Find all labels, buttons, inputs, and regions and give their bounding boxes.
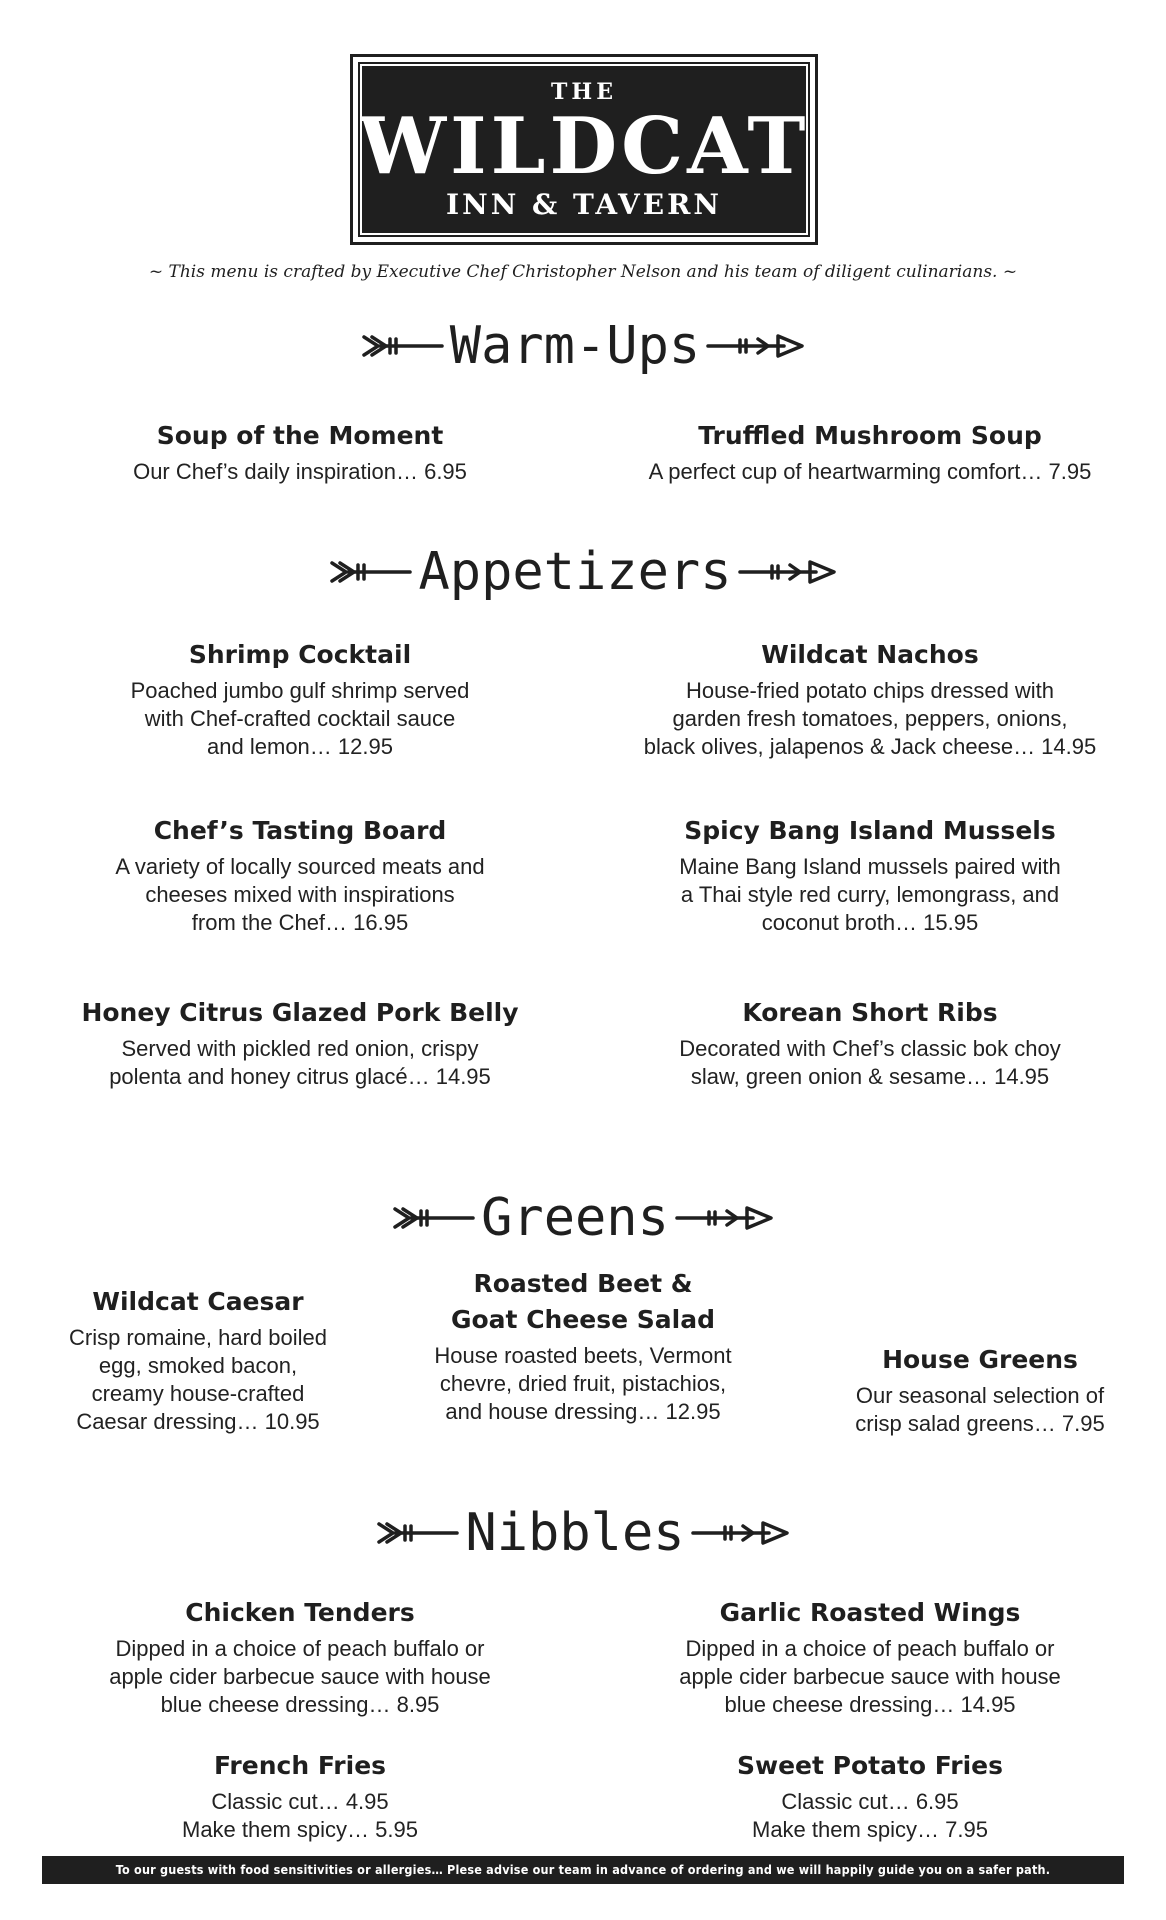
item-description: A perfect cup of heartwarming comfort… 7.95 [648,459,1092,484]
item-name: Roasted Beet & Goat Cheese Salad [450,1269,716,1334]
section-heading-appetizers [0,540,1166,604]
section-heading-nibbles [0,1501,1166,1565]
menu-item [60,637,540,761]
item-name: Chicken Tenders [185,1598,415,1627]
item-name: Wildcat Nachos [761,640,979,669]
item-name: Soup of the Moment [156,421,444,450]
item-name: House Greens [882,1345,1078,1374]
item-description: Served with pickled red onion, crispy polenta and honey citrus glacé… 14.95 [109,1036,491,1089]
section-heading-greens [0,1186,1166,1250]
item-description: Crisp romaine, hard boiled egg, smoked bacon, creamy house-crafted Caesar dressing… 10.95 [68,1325,328,1434]
arrow-tail-icon [360,331,444,361]
logo-panel [360,64,808,235]
item-description: Our seasonal selection of crisp salad greens… 7.95 [855,1383,1105,1436]
menu-item [60,1748,540,1844]
menu-item [610,418,1130,486]
item-description: A variety of locally sourced meats and cheeses mixed with inspirations from the Chef… 16.95 [115,854,485,935]
item-name: Wildcat Caesar [92,1287,304,1316]
arrow-head-icon [675,1203,775,1233]
menu-item [60,418,540,486]
section-title: Nibbles [465,1503,685,1563]
menu-item [610,995,1130,1091]
section-title: Warm-Ups [449,316,701,376]
arrow-tail-icon [375,1518,459,1548]
arrow-head-icon [691,1518,791,1548]
item-description: Decorated with Chef’s classic bok choy slaw, green onion & sesame… 14.95 [679,1036,1061,1089]
item-name: Truffled Mushroom Soup [698,421,1042,450]
arrow-head-icon [738,557,838,587]
item-description: Dipped in a choice of peach buffalo or apple cider barbecue sauce with house blue cheese dressing… 8.95 [109,1636,491,1717]
arrow-head-icon [706,331,806,361]
item-name: Garlic Roasted Wings [719,1598,1021,1627]
logo-inn-tavern: INN & TAVERN [446,187,722,221]
menu-item [398,1266,768,1426]
chef-credit: ~ This menu is crafted by Executive Chef Christopher Nelson and his team of diligent culinarians. ~ [148,262,1018,282]
wildcat-logo [350,54,818,245]
item-name: Korean Short Ribs [742,998,998,1027]
arrow-tail-icon [328,557,412,587]
menu-item [60,813,540,937]
item-name: Shrimp Cocktail [188,640,412,669]
item-description: House-fried potato chips dressed with garden fresh tomatoes, peppers, onions, black olives, jalapenos & Jack cheese… 14.95 [643,678,1097,759]
section-title: Greens [481,1188,669,1248]
item-description: House roasted beets, Vermont chevre, dried fruit, pistachios, and house dressing… 12.95 [434,1343,732,1424]
menu-item [610,1748,1130,1844]
menu-item [820,1342,1140,1438]
section-heading-warmups [0,314,1166,378]
allergy-notice: To our guests with food sensitivities or allergies… Plese advise our team in advance of ordering and we will happily guide you on a safer path. [42,1856,1124,1884]
menu-item [50,995,550,1091]
item-description: Maine Bang Island mussels paired with a Thai style red curry, lemongrass, and coconut broth… 15.95 [679,854,1061,935]
logo-the: THE [551,78,617,105]
item-name: Sweet Potato Fries [736,1751,1004,1780]
menu-item [60,1595,540,1719]
item-name: Spicy Bang Island Mussels [684,816,1056,845]
item-description: Classic cut… 4.95 Make them spicy… 5.95 [182,1789,418,1842]
menu-item [38,1284,358,1436]
item-name: French Fries [213,1751,387,1780]
item-description: Poached jumbo gulf shrimp served with Chef-crafted cocktail sauce and lemon… 12.95 [130,678,470,759]
arrow-tail-icon [391,1203,475,1233]
item-description: Our Chef’s daily inspiration… 6.95 [133,459,467,484]
menu-item [610,637,1130,761]
logo-wildcat: WILDCAT [358,100,810,192]
item-name: Honey Citrus Glazed Pork Belly [81,998,519,1027]
section-title: Appetizers [418,542,732,602]
menu-item [610,813,1130,937]
item-description: Classic cut… 6.95 Make them spicy… 7.95 [752,1789,988,1842]
menu-item [610,1595,1130,1719]
item-name: Chef’s Tasting Board [153,816,447,845]
item-description: Dipped in a choice of peach buffalo or apple cider barbecue sauce with house blue cheese dressing… 14.95 [679,1636,1061,1717]
